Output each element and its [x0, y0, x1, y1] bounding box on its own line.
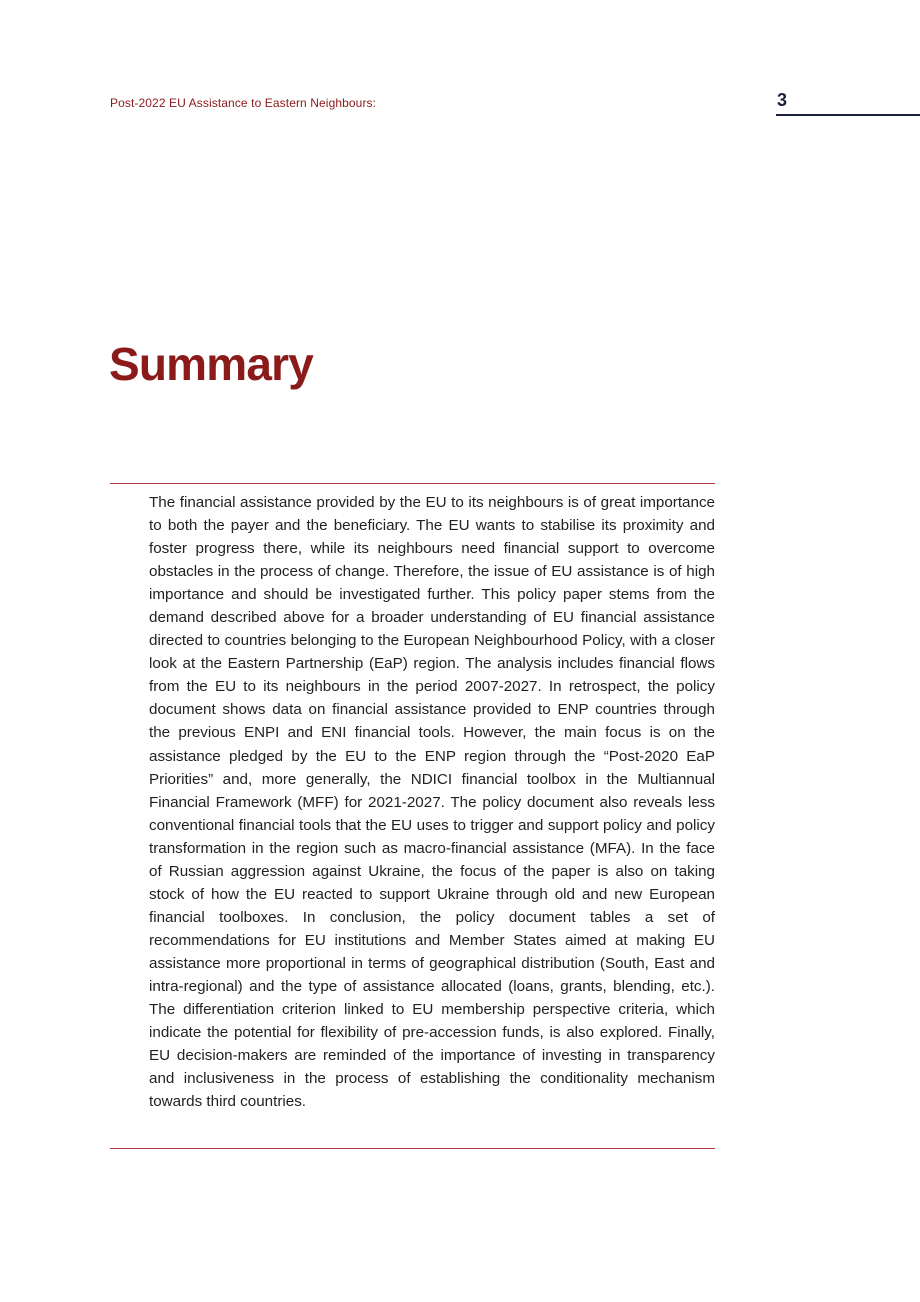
running-header: Post-2022 EU Assistance to Eastern Neighbours:	[110, 96, 377, 110]
summary-top-rule	[110, 483, 715, 484]
summary-body: The financial assistance provided by the EU to its neighbours is of great importance to both the payer and the beneficiary. The EU wants to stabilise its proximity and foster progress there, while its neighbours need financial support to overcome obstacles in the process of change. Therefore, the issue of EU assistance is of high importance and should be investigated further. This policy paper stems from the demand described above for a broader understanding of EU financial assistance directed to countries belonging to the European Neighbourhood Policy, with a closer look at the Eastern Partnership (EaP) region. The analysis includes financial flows from the EU to its neighbours in the period 2007-2027. In retrospect, the policy document shows data on financial assistance provided to ENP countries through the previous ENPI and ENI financial tools. However, the main focus is on the assistance pledged by the EU to the ENP region through the “Post-2020 EaP Priorities” and, more generally, the NDICI financial toolbox in the Multiannual Financial Framework (MFF) for 2021-2027. The policy document also reveals less conventional financial tools that the EU uses to trigger and support policy and policy transformation in the region such as macro-financial assistance (MFA). In the face of Russian aggression against Ukraine, the focus of the paper is also on taking stock of how the EU reacted to support Ukraine through old and new European financial toolboxes. In conclusion, the policy document tables a set of recommendations for EU institutions and Member States aimed at making EU assistance more proportional in terms of geographical distribution (South, East and intra-regional) and the type of assistance allocated (loans, grants, blending, etc.). The differentiation criterion linked to EU membership perspective criteria, which indicate the potential for flexibility of pre-accession funds, is also explored. Finally, EU decision-makers are reminded of the importance of investing in transparency and inclusiveness in the process of establishing the conditionality mechanism towards third countries.	[149, 494, 715, 1111]
summary-bottom-rule	[110, 1148, 715, 1149]
section-title: Summary	[109, 338, 314, 390]
page-number: 3	[777, 90, 788, 110]
page-number-rule	[776, 114, 920, 116]
